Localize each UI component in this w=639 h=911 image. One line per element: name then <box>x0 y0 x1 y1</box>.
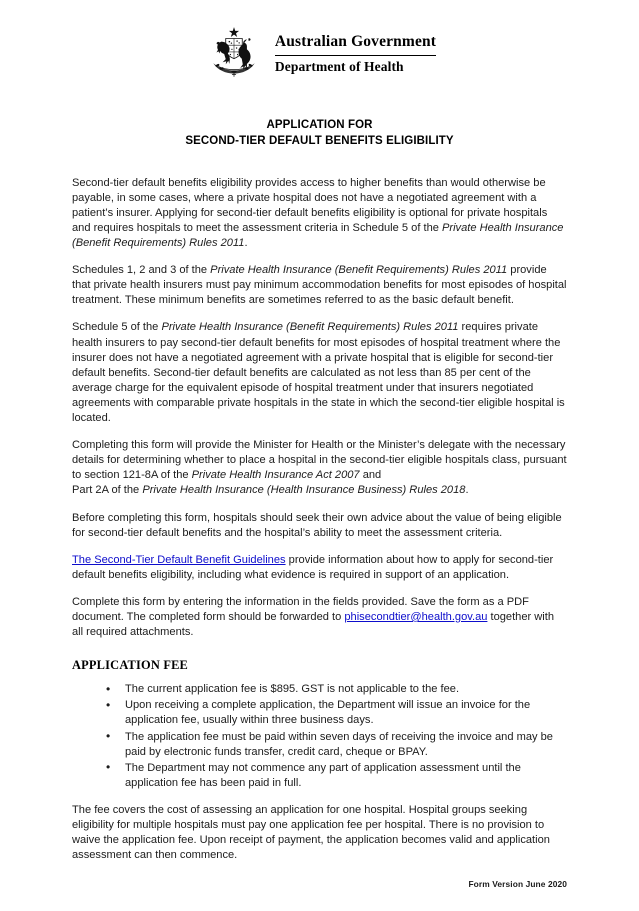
paragraph-schedules-text-a: Schedules 1, 2 and 3 of the <box>72 264 211 277</box>
paragraph-fee-coverage: The fee covers the cost of assessing an application for one hospital. Hospital groups seeking eligibility for multiple hospitals must pay one application fee per hospital. There is no provision to waive the application fee. Upon receipt of payment, the application becomes valid and application assessment can then commence. <box>72 803 550 862</box>
paragraph-completing-text-d: . <box>465 484 469 497</box>
list-item: • The Department may not commence any part of application assessment until the application fee has been paid in full. <box>106 761 567 791</box>
citation-phi-act-2007: Private Health Insurance Act 2007 <box>191 469 360 482</box>
australian-coat-of-arms-icon <box>203 26 265 82</box>
section-heading-application-fee: APPLICATION FEE <box>72 658 189 673</box>
citation-benefit-requirements-rules-2: Private Health Insurance (Benefit Requirements) Rules 2011 <box>210 264 508 277</box>
paragraph-schedules-text-b: provide that private health insurers must pay minimum accommodation benefits for most episodes of hospital treatment. These minimum benefits are sometimes referred to as the basic default benefit. <box>72 264 567 307</box>
paragraph-before-completing: Before completing this form, hospitals should seek their own advice about the value of being eligible for second-tier default benefits and the hospital’s ability to meet the assessment criteria. <box>72 511 562 539</box>
page-title-line-1: APPLICATION FOR <box>266 119 373 131</box>
wordmark-divider <box>275 55 436 56</box>
paragraph-overview-text-b: . <box>244 237 248 250</box>
government-wordmark <box>275 32 436 75</box>
wordmark-department-of-health: Department of Health <box>274 58 404 74</box>
paragraph-schedule-5 <box>72 320 567 426</box>
paragraph-completing-text-a: Completing this form will provide the Minister for Health or the Minister’s delegate with the necessary details for determining whether to place a hospital in the second-tier eligible hospitals class, pursuant to section 121-8A of the <box>72 439 567 482</box>
paragraph-overview-text-a: Second-tier default benefits eligibility provides access to higher benefits than would otherwise be payable, in some cases, where a private hospital does not have a negotiated agreement with a patient’s insurer. Applying for second-tier default benefits eligibility is optional for private hospitals and requires hospitals to meet the assessment criteria in Schedule 5 of the <box>72 176 548 234</box>
paragraph-completing-text-c: Part 2A of the <box>72 484 143 497</box>
masthead <box>0 0 639 86</box>
application-fee-bullet-list <box>72 682 567 791</box>
page-title-line-2: SECOND-TIER DEFAULT BENEFITS ELIGIBILITY <box>185 134 454 147</box>
citation-benefit-requirements-rules-1: Private Health Insurance (Benefit Requirements) Rules 2011 <box>72 222 564 250</box>
wordmark-australian-government: Australian Government <box>274 33 437 51</box>
paragraph-schedule5-text-b: requires private health insurers to pay second-tier default benefits for most episodes of hospital treatment where the insurer does not have a negotiated agreement with a private hospital that is eligible for second-tier default benefits. Second-tier default benefits are calculated as not less than 85 per cent of the average charge for the equivalent episode of hospital treatment under that insurers negotiated agreements with comparable private hospitals in the state in which the second-tier eligible hospital is located. <box>72 321 565 425</box>
page-title <box>0 118 639 150</box>
document-body <box>72 150 567 864</box>
list-item: • Upon receiving a complete application, the Department will issue an invoice for the application fee, usually within three business days. <box>106 698 567 728</box>
paragraph-guidelines <box>72 553 567 583</box>
list-item: • The current application fee is $895. GST is not applicable to the fee. <box>106 682 567 697</box>
paragraph-submission <box>72 595 567 640</box>
paragraph-submission-text-a: Complete this form by entering the information in the fields provided. Save the form as a PDF document. The completed form should be forwarded to <box>72 595 529 623</box>
citation-benefit-requirements-rules-3: Private Health Insurance (Benefit Requirements) Rules 2011 <box>161 321 459 334</box>
footer-form-version: Form Version June 2020 <box>468 879 567 889</box>
citation-health-insurance-business-rules-2018: Private Health Insurance (Health Insurance Business) Rules 2018 <box>142 484 466 497</box>
second-tier-default-benefit-guidelines-link[interactable]: The Second-Tier Default Benefit Guidelines <box>72 553 286 566</box>
paragraph-guidelines-text: provide information about how to apply for second-tier default benefits eligibility, including what evidence is required in support of an application. <box>72 553 554 581</box>
list-item: • The application fee must be paid within seven days of receiving the invoice and may be paid by electronic funds transfer, credit card, cheque or BPAY. <box>106 730 567 760</box>
email-link-phisecondtier[interactable]: phisecondtier@health.gov.au <box>344 610 488 623</box>
paragraph-submission-text-b: together with all required attachments. <box>72 610 555 639</box>
paragraph-completing-form <box>72 438 567 498</box>
paragraph-overview <box>72 176 567 251</box>
paragraph-schedule5-text-a: Schedule 5 of the <box>72 321 162 334</box>
paragraph-schedules-123 <box>72 263 567 308</box>
paragraph-completing-text-b: and <box>359 469 382 482</box>
